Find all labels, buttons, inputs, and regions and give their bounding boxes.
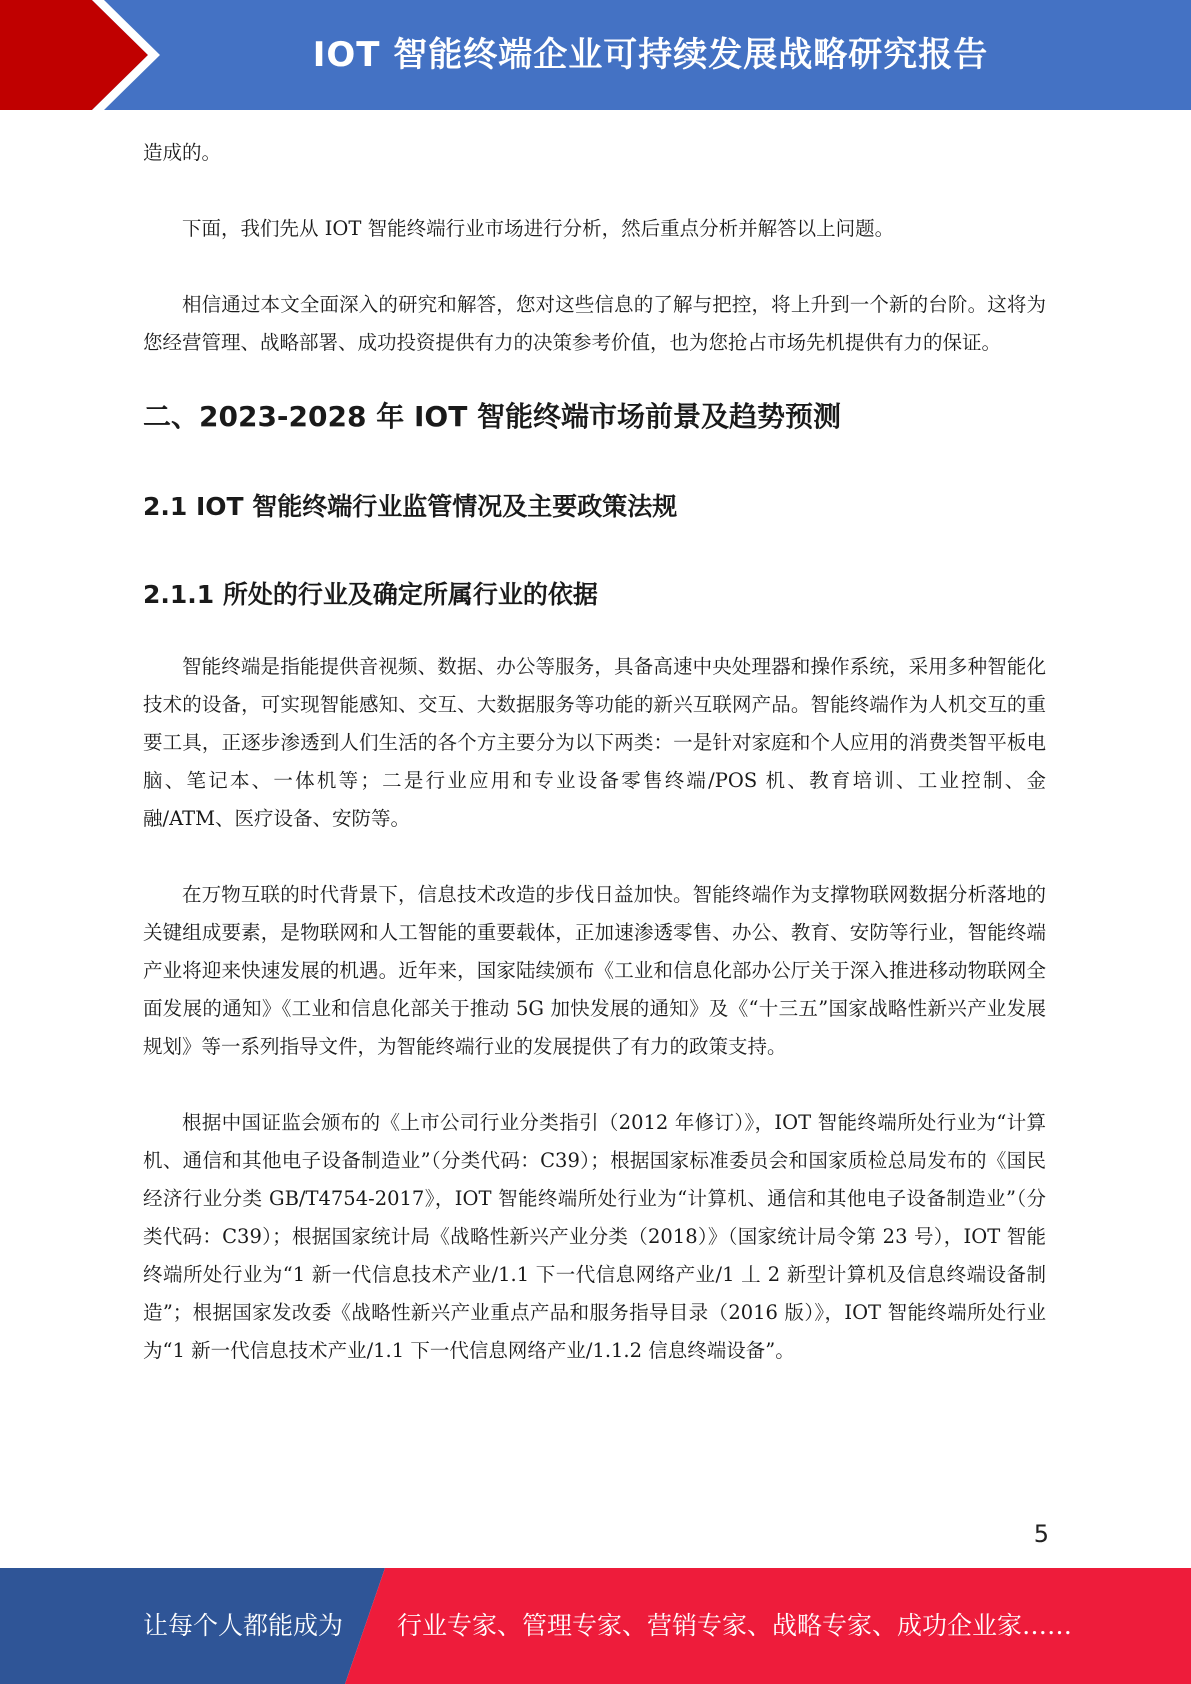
footer-slogan-left: 让每个人都能成为 bbox=[143, 1611, 344, 1640]
page-header bbox=[0, 0, 1191, 110]
page-number: 5 bbox=[1033, 1520, 1049, 1548]
paragraph-continuation: 造成的。 bbox=[143, 141, 222, 164]
paragraph-intro-value: 相信通过本文全面深入的研究和解答，您对这些信息的了解与把控，将上升到一个新的台阶。这将为您经营管理、战略部署、成功投资提供有力的决策参考价值，也为您抢占市场先机提供有力的保证。 bbox=[143, 293, 1046, 354]
paragraph-classification: 根据中国证监会颁布的《上市公司行业分类指引（2012 年修订）》，IOT 智能终端所处行业为“计算机、通信和其他电子设备制造业”（分类代码：C39）；根据国家标准委员会和国家质检总局发布的《国民经济行业分类 GB/T4754-2017》，IOT 智能终端所处行业为“计算机、通信和其他电子设备制造业”（分类代码：C39）；根据国家统计局《战略性新兴产业分类（2018）》（国家统计局令第 23 号），IOT 智能终端所处行业为“1 新一代信息技术产业/1.1 下一代信息网络产业/1 丄 2 新型计算机及信息终端设备制造”；根据国家发改委《战略性新兴产业重点产品和服务指导目录（2016 版）》，IOT 智能终端所处行业为“1 新一代信息技术产业/1.1 下一代信息网络产业/1.1.2 信息终端设备”。 bbox=[143, 1111, 1046, 1362]
subsection-heading: 2.1 IOT 智能终端行业监管情况及主要政策法规 bbox=[143, 492, 678, 521]
section-heading: 二、2023-2028 年 IOT 智能终端市场前景及趋势预测 bbox=[143, 400, 842, 433]
paragraph-policy: 在万物互联的时代背景下，信息技术改造的步伐日益加快。智能终端作为支撑物联网数据分析落地的关键组成要素，是物联网和人工智能的重要载体，正加速渗透零售、办公、教育、安防等行业，智能终端产业将迎来快速发展的机遇。近年来，国家陆续颁布《工业和信息化部办公厅关于深入推进移动物联网全面发展的通知》《工业和信息化部关于推动 5G 加快发展的通知》及《“十三五”国家战略性新兴产业发展规划》等一系列指导文件，为智能终端行业的发展提供了有力的政策支持。 bbox=[143, 883, 1046, 1058]
page-footer bbox=[0, 1568, 1191, 1684]
subsubsection-heading: 2.1.1 所处的行业及确定所属行业的依据 bbox=[143, 580, 598, 609]
paragraph-intro-analysis: 下面，我们先从 IOT 智能终端行业市场进行分析，然后重点分析并解答以上问题。 bbox=[182, 217, 895, 240]
footer-slogan-right: 行业专家、管理专家、营销专家、战略专家、成功企业家…… bbox=[397, 1611, 1073, 1640]
document-body bbox=[143, 134, 1046, 1408]
header-chevron-decoration bbox=[0, 0, 160, 110]
report-title: IOT 智能终端企业可持续发展战略研究报告 bbox=[312, 35, 989, 75]
paragraph-definition: 智能终端是指能提供音视频、数据、办公等服务，具备高速中央处理器和操作系统，采用多种智能化技术的设备，可实现智能感知、交互、大数据服务等功能的新兴互联网产品。智能终端作为人机交互的重要工具，正逐步渗透到人们生活的各个方主要分为以下两类：一是针对家庭和个人应用的消费类智平板电脑、笔记本、一体机等；二是行业应用和专业设备零售终端/POS 机、教育培训、工业控制、金融/ATM、医疗设备、安防等。 bbox=[143, 655, 1046, 830]
